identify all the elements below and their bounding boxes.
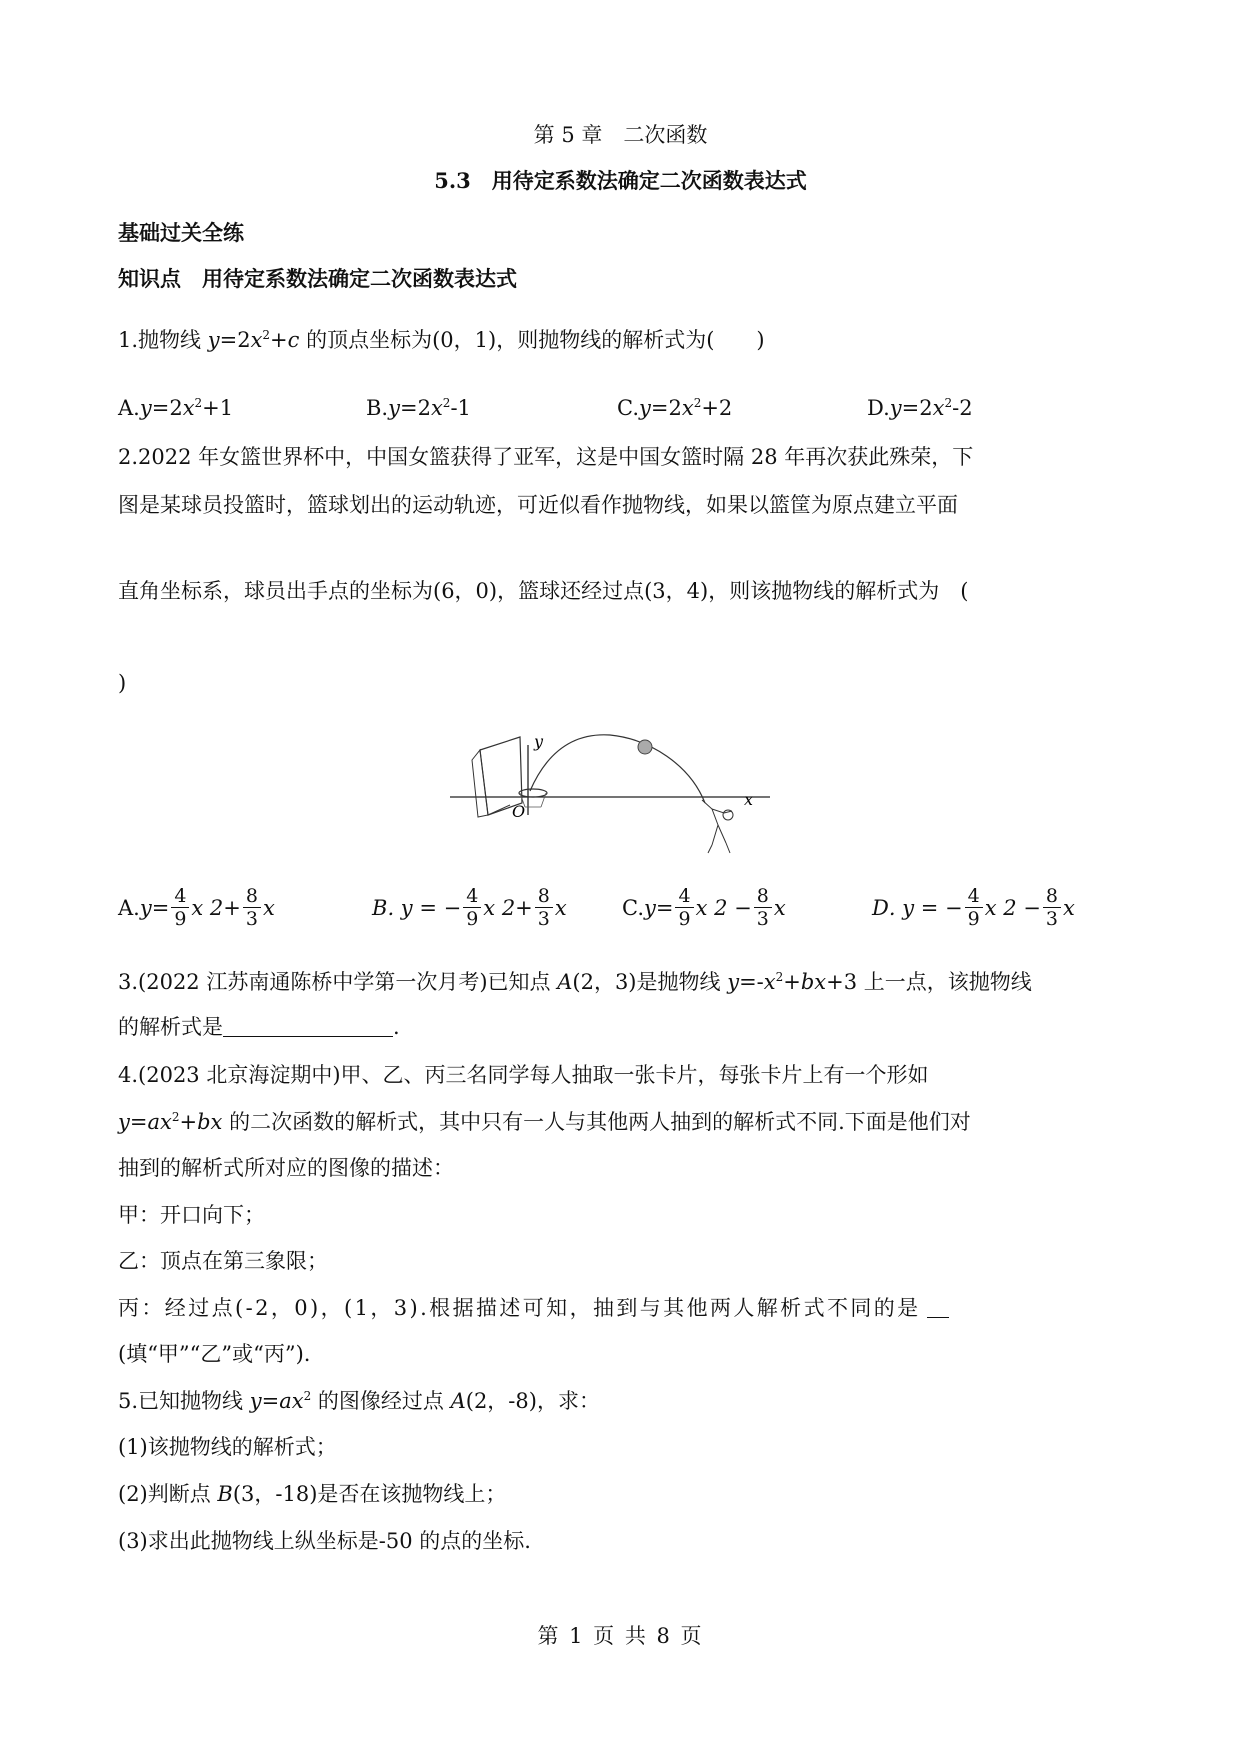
option-y: y [639,396,651,420]
q2-line-4: ) [118,671,127,695]
trajectory-curve [530,735,705,803]
option-tail: +1 [202,396,234,420]
y-axis-label: y [534,732,544,751]
chapter-title: 第 5 章 二次函数 [533,123,708,147]
denominator: 9 [466,908,479,930]
q4-statement-bing [118,1293,949,1323]
option-mid: x 2 − [984,895,1041,920]
option-lhs: y= [644,895,674,920]
q2-line-3: 直角坐标系，球员出手点的坐标为(6，0)，篮球还经过点(3，4)，则该抛物线的解析式为 ( [118,579,969,603]
q3-var-x: x [763,970,776,994]
option-label: B [372,895,388,920]
q2-option-a[interactable] [118,885,275,930]
numerator: 8 [754,885,772,908]
option-y: y [889,396,902,420]
q3-text-e: +3 上一点，该抛物线 [826,970,1032,994]
fraction-8-3 [1043,885,1061,930]
option-x: x [430,396,443,420]
fraction-4-9 [965,885,983,930]
q3-text-b: (2，3)是抛物线 [572,970,728,994]
q5-point-a: A [450,1389,466,1413]
q4-line-7: (填“甲”“乙”或“丙”). [118,1342,311,1366]
q4-text-rest: 的二次函数的解析式，其中只有一人与其他两人抽到的解析式不同.下面是他们对 [222,1110,971,1134]
option-sup: 2 [944,396,953,410]
fraction-8-3 [535,885,553,930]
option-x: x [932,396,945,420]
denominator: 3 [245,908,258,930]
option-mid: x 2+ [483,895,533,920]
q5-sup: 2 [303,1389,312,1403]
q5-p2-text-a: (2)判断点 [118,1482,218,1506]
numerator: 8 [535,885,553,908]
player-sketch [702,800,733,853]
q3-answer-blank[interactable] [223,1016,393,1037]
q5-p2-text-b: (3，-18)是否在该抛物线上； [232,1482,507,1506]
denominator: 3 [756,908,769,930]
q3-line-1 [118,967,1032,997]
q4-statement-yi: 乙：顶点在第三象限； [118,1249,328,1273]
q1-var-c: c [287,328,300,352]
fraction-4-9 [171,885,189,930]
q1-rest: 的顶点坐标为(0，1)，则抛物线的解析式为( ) [299,328,765,352]
fraction-8-3 [243,885,261,930]
q2-option-c[interactable] [622,885,786,930]
denominator: 3 [1045,908,1058,930]
numerator: 8 [243,885,261,908]
q1-eq: =2 [219,328,251,352]
q4-line-1: 4.(2023 北京海淀期中)甲、乙、丙三名同学每人抽取一张卡片，每张卡片上有一个形如 [118,1063,929,1087]
q4-eq: = [129,1110,148,1134]
option-sup: 2 [693,396,702,410]
numerator: 4 [675,885,693,908]
option-lhs: . y = − [888,895,963,920]
heading-knowledge-point: 知识点 用待定系数法确定二次函数表达式 [118,266,517,291]
q3-text-d: + [783,970,801,994]
q4-line-2 [118,1107,971,1137]
q1-sup: 2 [262,328,271,342]
q2-option-b[interactable] [372,885,567,930]
option-label: C. [622,895,644,920]
fraction-4-9 [463,885,481,930]
q5-part-2 [118,1479,506,1509]
q3-point-a: A [557,970,573,994]
q1-plus: + [270,328,288,352]
option-end: x [554,895,567,920]
q2-line-2: 图是某球员投篮时，篮球划出的运动轨迹，可近似看作抛物线，如果以篮筐为原点建立平面 [118,493,958,517]
q5-point-b: B [217,1482,233,1506]
option-end: x [773,895,786,920]
q1-option-b[interactable] [366,393,471,423]
q4-answer-blank[interactable] [927,1297,949,1318]
numerator: 4 [965,885,983,908]
option-sup: 2 [442,396,451,410]
backboard-brace [488,805,510,815]
page-footer: 第 1 页 共 8 页 [537,1624,704,1648]
q2-option-d[interactable] [872,885,1075,930]
q4-statement-jia: 甲：开口向下； [118,1203,265,1227]
option-x: x [681,396,694,420]
q1-var-y: y [207,328,220,352]
q1-var-x: x [250,328,263,352]
q5-var-y: y [249,1389,262,1413]
q5-mid: 的图像经过点 [311,1389,451,1413]
q4-bing-text: 丙：经过点(-2，0)，(1，3).根据描述可知，抽到与其他两人解析式不同的是 [118,1296,921,1320]
q5-part-1: (1)该抛物线的解析式； [118,1435,337,1459]
option-tail: -1 [450,396,471,420]
option-lhs: . y = − [387,895,462,920]
q3-text-answer-prompt: 的解析式是 [118,1015,223,1039]
q1-prefix: 1.抛物线 [118,328,208,352]
option-tail: +2 [701,396,733,420]
option-y: y [139,396,152,420]
option-eq: =2 [650,396,682,420]
fraction-4-9 [675,885,693,930]
option-label: D [872,895,889,920]
origin-label: O [512,802,526,821]
option-lhs: y= [139,895,170,920]
option-label: A. [118,396,140,420]
q2-line-1: 2.2022 年女篮世界杯中，中国女篮获得了亚军，这是中国女篮时隔 28 年再次获此殊荣，下 [118,445,974,469]
denominator: 9 [967,908,980,930]
q4-sup: 2 [171,1110,180,1124]
q1-option-c[interactable] [617,393,732,423]
option-label: A. [118,895,140,920]
q3-period: . [393,1015,400,1039]
denominator: 3 [537,908,550,930]
option-mid: x 2 − [695,895,752,920]
basketball [638,740,652,754]
q1-option-d[interactable] [867,393,973,423]
q3-sup: 2 [775,970,784,984]
x-axis-label: x [744,790,754,809]
q1-option-a[interactable] [118,393,233,423]
numerator: 4 [171,885,189,908]
option-eq: =2 [901,396,933,420]
option-eq: =2 [399,396,431,420]
option-end: x [1062,895,1075,920]
q4-var-bx: bx [197,1110,223,1134]
q3-var-y: y [727,970,740,994]
basketball-trajectory-figure [450,725,810,860]
denominator: 9 [678,908,691,930]
q3-var-bx: bx [800,970,827,994]
option-eq: =2 [151,396,183,420]
q5-line-1 [118,1386,600,1416]
q5-eq: = [261,1389,280,1413]
q4-var-ax: ax [147,1110,172,1134]
backboard-side [472,750,488,817]
q5-tail: (2，-8)，求： [465,1389,600,1413]
question-1 [118,325,765,355]
fraction-8-3 [754,885,772,930]
option-label: C. [617,396,639,420]
q3-line-2 [118,1012,400,1042]
q4-var-y: y [118,1110,130,1134]
option-y: y [388,396,400,420]
option-label: D. [867,396,890,420]
option-tail: -2 [952,396,973,420]
denominator: 9 [174,908,187,930]
q5-part-3: (3)求出此抛物线上纵坐标是-50 的点的坐标. [118,1529,531,1553]
q5-prefix: 5.已知抛物线 [118,1389,250,1413]
option-label: B. [366,396,389,420]
q4-line-3: 抽到的解析式所对应的图像的描述： [118,1156,454,1180]
numerator: 4 [463,885,481,908]
option-end: x [262,895,275,920]
option-mid: x 2+ [191,895,241,920]
q5-var-ax: ax [279,1389,304,1413]
numerator: 8 [1043,885,1061,908]
q4-plus: + [179,1110,198,1134]
section-title: 5.3 用待定系数法确定二次函数表达式 [434,168,807,193]
q3-text-a: 3.(2022 江苏南通陈桥中学第一次月考)已知点 [118,970,558,994]
option-x: x [182,396,195,420]
option-sup: 2 [194,396,203,410]
q3-text-c: =- [739,970,764,994]
hoop [519,789,547,797]
heading-basic-practice: 基础过关全练 [118,220,244,245]
